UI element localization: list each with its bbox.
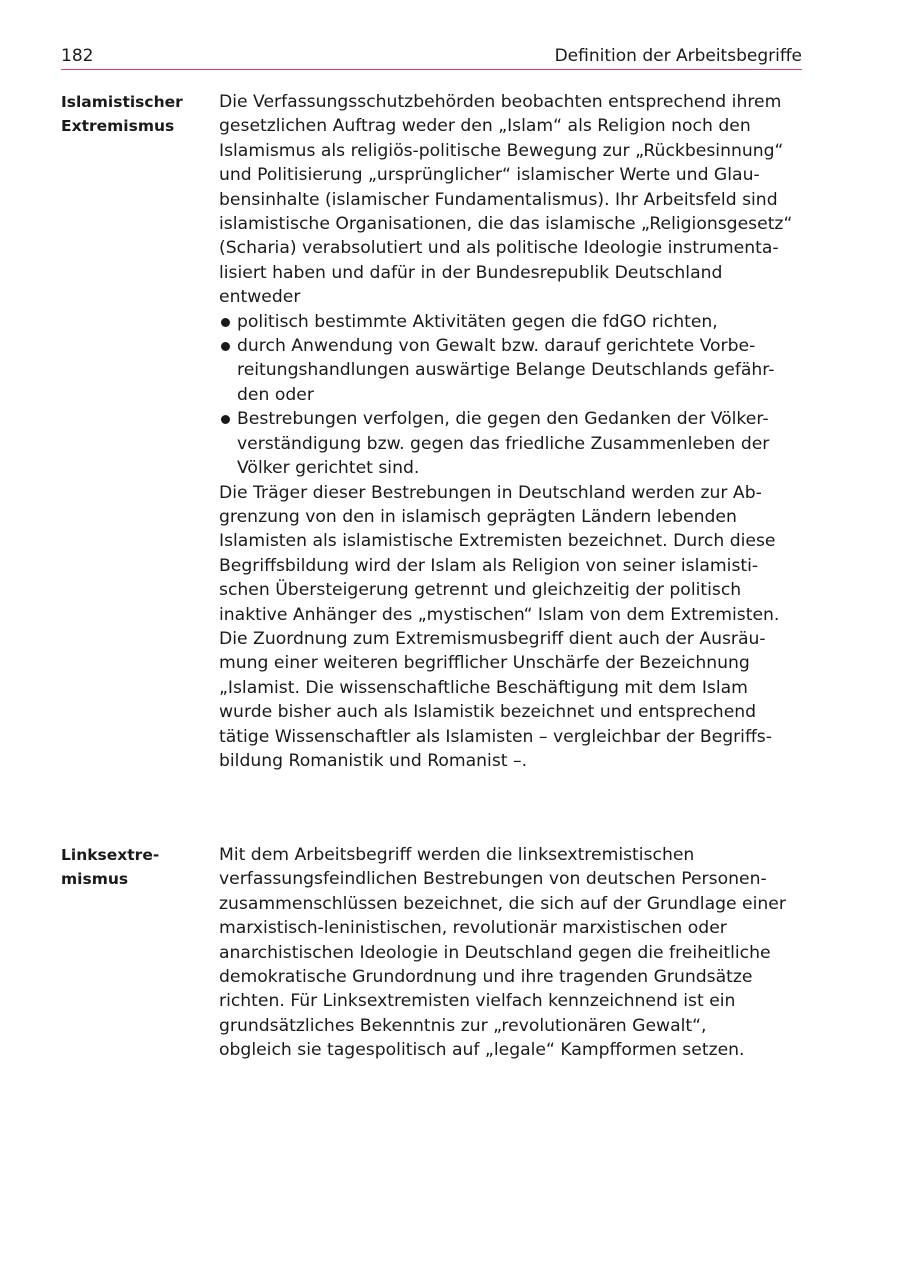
- entry-body: [219, 90, 802, 773]
- text-line: (Scharia) verabsolutiert und als politische Ideologie instrumenta-: [219, 238, 779, 259]
- text-line: marxistisch-leninistischen, revolutionär marxistischen oder: [219, 918, 727, 939]
- text-line: grundsätzliches Bekenntnis zur „revolutionären Gewalt“,: [219, 1015, 707, 1036]
- term-line: mismus: [61, 870, 129, 889]
- entry-body: [219, 843, 802, 1063]
- intro-paragraph: [219, 843, 802, 1063]
- text-line: politisch bestimmte Aktivitäten gegen die fdGO richten,: [237, 311, 718, 332]
- term-line: Islamistischer: [61, 93, 183, 111]
- bullet-icon: [221, 318, 230, 327]
- text-line: den oder: [237, 384, 314, 405]
- text-line: bensinhalte (islamischer Fundamentalismus). Ihr Arbeitsfeld sind: [219, 189, 778, 210]
- text-line: Mit dem Arbeitsbegriff werden die linksextremistischen: [219, 845, 695, 865]
- text-line: Islamisten als islamistische Extremisten bezeichnet. Durch diese: [219, 531, 776, 552]
- page-header: [61, 43, 802, 70]
- text-line: inaktive Anhänger des „mystischen“ Islam von dem Extremisten.: [219, 604, 780, 625]
- text-line: obgleich sie tagespolitisch auf „legale“ Kampfformen setzen.: [219, 1040, 745, 1061]
- term-line: Extremismus: [61, 117, 175, 136]
- text-line: anarchistischen Ideologie in Deutschland gegen die freiheitliche: [219, 942, 771, 963]
- text-line: islamistische Organisationen, die das islamische „Religionsgesetz“: [219, 214, 793, 235]
- text-line: Die Verfassungsschutzbehörden beobachten entsprechend ihrem: [219, 92, 782, 112]
- text-line: „Islamist. Die wissenschaftliche Beschäftigung mit dem Islam: [219, 677, 748, 698]
- list-item: [219, 310, 802, 334]
- text-line: wurde bisher auch als Islamistik bezeichnet und entsprechend: [219, 702, 757, 723]
- list-item: [219, 334, 802, 407]
- list-item: [219, 407, 802, 480]
- term-line: Linksextre-: [61, 846, 160, 864]
- text-line: entweder: [219, 287, 301, 308]
- text-line: und Politisierung „ursprünglicher“ islamischer Werte und Glau-: [219, 165, 760, 186]
- page-number: 182: [61, 46, 94, 66]
- text-line: gesetzlichen Auftrag weder den „Islam“ als Religion noch den: [219, 116, 751, 137]
- text-line: Die Zuordnung zum Extremismusbegriff dient auch der Ausräu-: [219, 628, 766, 649]
- bullet-list: [219, 310, 802, 481]
- text-line: Bestrebungen verfolgen, die gegen den Gedanken der Völker-: [237, 409, 769, 430]
- entry-term: [61, 843, 211, 892]
- text-line: Die Träger dieser Bestrebungen in Deutschland werden zur Ab-: [219, 482, 762, 503]
- text-line: lisiert haben und dafür in der Bundesrepublik Deutschland: [219, 262, 723, 283]
- text-line: grenzung von den in islamisch geprägten Ländern lebenden: [219, 506, 737, 527]
- text-line: zusammenschlüssen bezeichnet, die sich auf der Grundlage einer: [219, 893, 786, 914]
- running-title: Definition der Arbeitsbegriffe: [554, 46, 802, 66]
- text-line: demokratische Grundordnung und ihre tragenden Grundsätze: [219, 967, 753, 988]
- text-line: verfassungsfeindlichen Bestrebungen von deutschen Personen-: [219, 869, 767, 890]
- text-line: verständigung bzw. gegen das friedliche Zusammenleben der: [237, 433, 770, 454]
- text-line: Islamismus als religiös-politische Bewegung zur „Rückbesinnung“: [219, 140, 784, 161]
- text-line: mung einer weiteren begrifflicher Unschärfe der Bezeichnung: [219, 653, 750, 674]
- text-line: durch Anwendung von Gewalt bzw. darauf gerichtete Vorbe-: [237, 336, 756, 357]
- outro-paragraph: [219, 481, 802, 774]
- text-line: Begriffsbildung wird der Islam als Religion von seiner islamisti-: [219, 555, 759, 576]
- text-line: schen Übersteigerung getrennt und gleichzeitig der politisch: [219, 580, 742, 601]
- text-line: reitungshandlungen auswärtige Belange Deutschlands gefähr-: [237, 360, 775, 381]
- text-line: Völker gerichtet sind.: [237, 458, 420, 479]
- text-line: richten. Für Linksextremisten vielfach kennzeichnend ist ein: [219, 991, 736, 1012]
- text-line: bildung Romanistik und Romanist –.: [219, 750, 528, 771]
- intro-paragraph: [219, 90, 802, 310]
- bullet-icon: [221, 342, 230, 351]
- entry-term: [61, 90, 211, 139]
- text-line: tätige Wissenschaftler als Islamisten – vergleichbar der Begriffs-: [219, 726, 772, 747]
